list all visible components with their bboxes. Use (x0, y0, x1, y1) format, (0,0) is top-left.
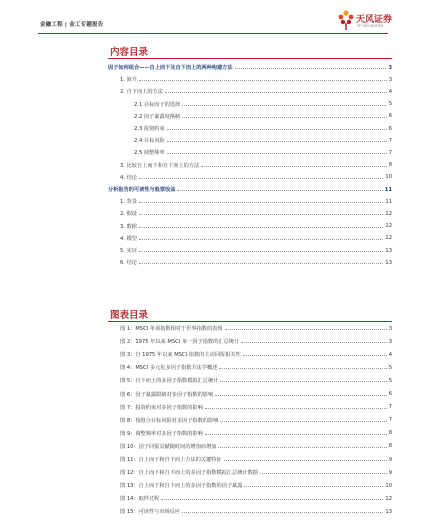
toc-entry-label: 图 15：可读性与市场反应 (120, 509, 181, 516)
toc-entry-page: 3 (388, 325, 392, 332)
dot-leader (167, 129, 387, 130)
dot-leader (205, 434, 387, 435)
toc-entry[interactable] (108, 87, 392, 96)
toc-entry[interactable] (108, 376, 392, 385)
toc-entry-label: 图 3：自 1975 年以来 MSCI 指数的主动回报相关性 (120, 352, 241, 359)
dot-leader (220, 421, 386, 422)
toc-entry-page: 8 (388, 162, 392, 169)
toc-entry-page: 11 (385, 198, 392, 205)
flower-logo-icon (337, 9, 355, 31)
toc-entry-label: 2. 自下而上的方法 (120, 89, 163, 96)
toc-entry-label: 4. 模型 (120, 235, 137, 242)
toc-entry[interactable] (108, 350, 392, 359)
toc-entry-label: 1. 背景 (120, 199, 137, 206)
toc-entry[interactable] (108, 63, 392, 72)
figures-title: 图表目录 (110, 310, 149, 321)
dot-leader (182, 117, 386, 118)
dot-leader (225, 329, 387, 330)
toc-entry-label: 图 7：投资约束对多因子指数的影响 (120, 404, 203, 411)
dot-leader (139, 178, 383, 179)
dot-leader (139, 239, 383, 240)
dot-leader (219, 368, 386, 369)
toc-entry[interactable] (108, 75, 392, 84)
toc-entry[interactable] (108, 429, 392, 438)
toc-entry-label: 4. 结论 (120, 174, 137, 181)
toc-entry[interactable] (108, 442, 392, 451)
toc-entry-label: 图 11：自上而下和自下而上方法的关键特征 (120, 457, 222, 463)
toc-entry-page: 5 (388, 377, 392, 384)
toc-entry[interactable] (108, 136, 392, 145)
toc-entry-label: 2.2 因子暴露度换制 (134, 113, 181, 120)
toc-entry-label: 2. 假设 (120, 211, 137, 218)
toc-entry[interactable] (108, 197, 392, 206)
toc-entry[interactable] (108, 234, 392, 243)
toc-entry[interactable] (108, 481, 392, 490)
dot-leader (220, 381, 386, 382)
toc-entry[interactable] (108, 416, 392, 425)
toc-entry-label: 2.3 投资约束 (134, 126, 165, 132)
dot-leader (205, 408, 387, 409)
toc-entry[interactable] (108, 148, 392, 157)
toc-entry[interactable] (108, 507, 392, 516)
toc-entry-page: 10 (385, 482, 392, 489)
toc-entry[interactable] (108, 222, 392, 231)
toc-entry[interactable] (108, 455, 392, 464)
dot-leader (244, 486, 383, 487)
dot-leader (165, 92, 387, 93)
header-divider (38, 33, 388, 34)
toc-entry-label: 图 8：按组合目标风险对多因子指数的影响 (120, 417, 219, 424)
dot-leader (243, 355, 387, 356)
dot-leader (215, 395, 387, 396)
toc-entry[interactable] (108, 390, 392, 399)
logo-text-cn: 天风证券 (356, 15, 393, 25)
toc-entry-label: 图 5：自下而上的多因子指数模拟汇总统计 (120, 378, 219, 385)
toc-entry-page: 12 (385, 235, 392, 242)
toc-entry[interactable] (108, 124, 392, 133)
toc-entry-label: 5. 实证 (120, 248, 137, 254)
toc-entry-page: 7 (388, 149, 392, 156)
toc-entry[interactable] (108, 468, 392, 477)
toc-entry-label: 2.1 目标因子的选择 (134, 101, 181, 108)
figures-divider (108, 321, 392, 322)
toc-entry-label: 图 14：取样过程 (120, 496, 160, 503)
dot-leader (182, 105, 386, 106)
dot-leader (139, 202, 383, 203)
toc-entry-label: 3. 数据 (120, 223, 137, 230)
toc-entry-label: 图 13：自上而下和自下而上的多因子指数的因子暴露 (120, 483, 243, 490)
toc-entry[interactable] (108, 363, 392, 372)
toc-entry-page: 7 (388, 404, 392, 411)
toc-entry-page: 13 (385, 259, 392, 266)
toc-entry-label: 图 10：因子回报贡献随时间的增加而增加 (120, 443, 217, 450)
toc-entry-page: 12 (385, 210, 392, 217)
toc-entry-page: 3 (388, 76, 392, 83)
toc-entry-page: 5 (388, 101, 392, 108)
dot-leader (218, 447, 386, 448)
toc-entry-page: 9 (388, 456, 392, 463)
toc-entry-label: 图 12：自上而下和自下而上的多因子指数模拟汇总统计数据 (120, 470, 258, 477)
toc-entry-page: 8 (388, 443, 392, 450)
dot-leader (139, 251, 383, 252)
toc-entry[interactable] (108, 403, 392, 412)
dot-leader (139, 227, 383, 228)
toc-entry-page: 6 (388, 125, 392, 132)
toc-entry-page: 13 (385, 508, 392, 515)
dot-leader (177, 190, 382, 191)
report-category: 金融工程 | 金工专题报告 (40, 22, 104, 28)
toc-entry-page: 3 (388, 338, 392, 345)
toc-entry-page: 13 (385, 247, 392, 254)
company-logo (337, 9, 393, 33)
toc-entry-label: 分析报告的可读性与股票收益 (108, 187, 176, 193)
toc-entry-label: 图 9：调整频率对多因子指数的影响 (120, 430, 203, 437)
toc-entry[interactable] (108, 209, 392, 218)
dot-leader (167, 141, 387, 142)
toc-entry[interactable] (108, 337, 392, 346)
toc-entry-page: 9 (388, 469, 392, 476)
toc-entry-label: 1. 简介 (120, 77, 137, 84)
dot-leader (161, 499, 383, 500)
logo-text-en: TF SECURITIES (357, 24, 384, 28)
dot-leader (241, 342, 387, 343)
dot-leader (139, 214, 383, 215)
toc-entry-label: 6. 结论 (120, 260, 137, 267)
toc-entry-page: 5 (388, 364, 392, 371)
dot-leader (260, 473, 387, 474)
dot-leader (224, 460, 387, 461)
toc-entry-page: 7 (388, 417, 392, 424)
toc-entry[interactable] (108, 112, 392, 121)
toc-entry-label: 图 4：MSCI 多元化多因子指数方法学概述 (120, 365, 218, 372)
toc-entry-label: 2.4 目标风险 (134, 138, 165, 145)
toc-entry[interactable] (108, 258, 392, 267)
toc-entry-page: 11 (384, 186, 392, 193)
toc-entry[interactable] (108, 100, 392, 109)
dot-leader (139, 263, 383, 264)
toc-entry-label: 图 6：因子暴露限制对多因子指数的影响 (120, 391, 214, 398)
toc-entry-label: 3. 比较自上而下和自下而上的方法 (120, 162, 200, 169)
toc-entry-page: 6 (388, 113, 392, 120)
toc-entry-page: 10 (385, 174, 392, 181)
contents-title: 内容目录 (110, 47, 149, 58)
toc-entry-page: 3 (388, 64, 392, 71)
toc-entry-label: 图 2：1975 年以来 MSCI 单一因子指数的汇总统计 (120, 339, 240, 346)
dot-leader (182, 512, 383, 513)
toc-entry-label: 因子如何组合——自上而下及自下而上的两种构建方法 (108, 65, 233, 71)
toc-entry[interactable] (108, 246, 392, 255)
toc-entry-page: 4 (388, 351, 392, 358)
toc-entry-page: 8 (388, 430, 392, 437)
toc-entry[interactable] (108, 173, 392, 182)
toc-entry-label: 图 1：MSCI 单项指数相对于世界指数的表现 (120, 326, 223, 332)
dot-leader (139, 80, 387, 81)
dot-leader (167, 153, 387, 154)
toc-entry-page: 7 (388, 137, 392, 144)
toc-entry-label: 2.5 调整频率 (134, 150, 165, 157)
toc-entry-page: 6 (388, 391, 392, 397)
page-header (0, 0, 422, 36)
toc-entry-page: 12 (385, 223, 392, 230)
dot-leader (201, 166, 386, 167)
toc-entry-page: 12 (385, 495, 392, 502)
toc-entry-page: 4 (388, 88, 392, 95)
toc-entry[interactable] (108, 161, 392, 170)
toc-entry[interactable] (108, 324, 392, 333)
toc-entry[interactable] (108, 185, 392, 194)
contents-divider (108, 58, 392, 59)
dot-leader (235, 68, 387, 69)
toc-entry[interactable] (108, 494, 392, 503)
